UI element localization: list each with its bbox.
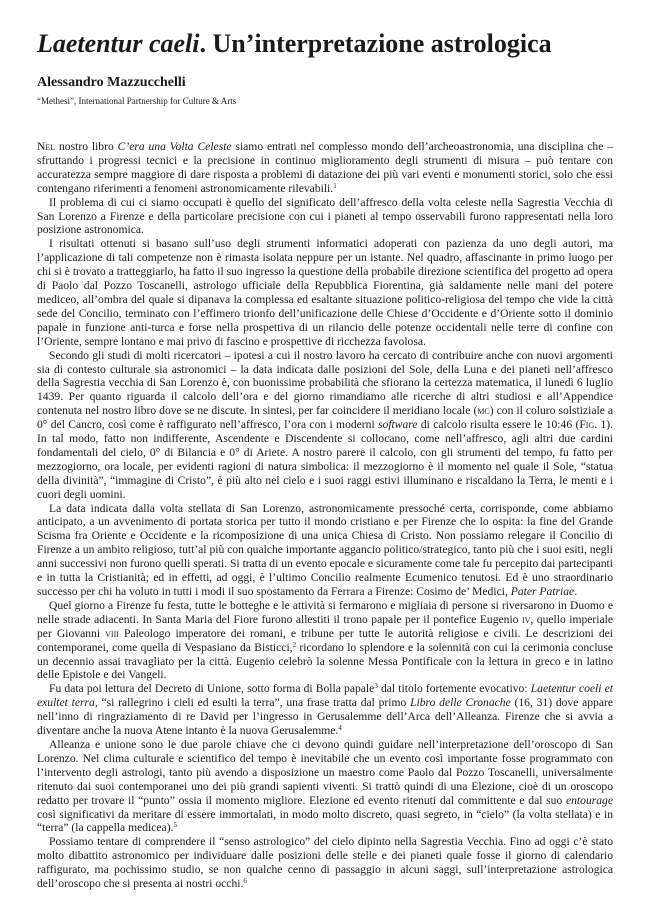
text-run: Secondo gli studi di molti ricercatori – ipotesi a cui il nostro lavoro ha cercato di contribuire anche con nuovi argomenti sia di contesto culturale sia astronomici – la data indicata dalle posizioni del Sole, della Luna e dei pianeti nell’affresco della Sagrestia vecchia di San Lorenzo è, con buonissime probabilità che sfiorano la certezza matematica, il lunedì 6 luglio 1439. Per quanto riguarda il calcolo dell’ora e del giorno rimandiamo alle ricerche di altri studiosi e all’Appendice contenuta nel nostro libro dove se ne discute. In sintesi, per far coincidere il meridiano locale ( xyxy=(37,348,613,418)
paragraph-4 xyxy=(37,349,613,502)
text-run: , “si rallegrino i cieli ed esulti la terra”, una frase tratta dal primo xyxy=(94,696,411,710)
footnote-ref-5[interactable]: 5 xyxy=(173,821,177,830)
roman-numeral-viii: viii xyxy=(105,626,119,640)
text-run: (16, 31) dove appare nell’inno di ringraziamento di re David per l’ingresso in Gerusalemme dell’Arca dell’Alleanza. Firenze che si avvia a diventare anche la nuova Atene intanto è la nuova Gerusalemme. xyxy=(37,696,613,738)
text-run: , quello imperiale per Giovanni xyxy=(37,612,614,640)
paragraph-3: I risultati ottenuti si basano sull’uso degli strumenti informatici adoperati con pazienza da uno degli autori, ma l’applicazione di tali competenze non è rimasta isolata neppure per un istante. Nel quadro, affascinante in primo luogo per chi si è trovato a tratteggiarlo, ha fatto il suo ingresso la questione della probabile direzione scientifica del progetto ad opera di Paolo dal Pozzo Toscanelli, astrologo ufficiale della Repubblica Fiorentina, già saldamente nelle mani del potere mediceo, all’ombra del quale si dipanava la complessa ed esaltante situazione politico-religiosa del tempo che vide la città sede del Concilio, terminato con l’effimero trionfo dell’unificazione delle Chiese d’Occidente e d’Oriente sotto il dominio papale in funzione anti-turca e forse nella prospettiva di un rilancio delle potenze occidentali nelle terre di confine con l’Oriente, sempre lontano e mai privo di fascino e prospettive di ricchezza favolosa. xyxy=(37,237,613,348)
author-name: Alessandro Mazzucchelli xyxy=(37,75,186,90)
term-pater-patriae: Pater Patriae xyxy=(510,585,575,598)
footnote-ref-6[interactable]: 6 xyxy=(243,877,247,886)
footnote-ref-3[interactable]: 3 xyxy=(374,682,378,691)
text-run: ) con il coluro solstiziale a 0° del Cancro, così come è raffigurato nell’affresco, l’ora con i moderni xyxy=(37,404,613,432)
paragraph-1 xyxy=(37,140,613,196)
book-title: C’era una Volta Celeste xyxy=(117,140,232,153)
figure-ref-1[interactable]: Fig. 1 xyxy=(579,418,607,432)
text-run: Fu data poi lettura del Decreto di Unione, sotto forma di Bolla papale xyxy=(49,682,375,696)
footnote-ref-1[interactable]: 1 xyxy=(333,181,337,190)
footnote-ref-2[interactable]: 2 xyxy=(292,640,297,649)
paragraph-7 xyxy=(37,682,613,738)
text-run: Possiamo tentare di comprendere il “senso astrologico” del cielo dipinto nella Sagrestia Vecchia. Fino ad oggi c’è stato molto dibattito astronomico per individuare dalle posizioni delle stelle e dei pianeti quale fosse il giorno di calendario raffigurato, ma pochissimo studio, se non qualche cenno di passaggio in alcuni saggi, sull’interpretazione astrologica dell’oroscopo che si presenta ai nostri occhi. xyxy=(37,835,613,891)
title-rest: . Un’interpretazione astrologica xyxy=(199,29,552,58)
abbr-mc: mc xyxy=(477,404,490,418)
term-entourage: entourage xyxy=(565,793,613,807)
footnote-ref-4[interactable]: 4 xyxy=(338,724,342,733)
text-run: Paleologo imperatore dei romani, e tribune per tutte le autorità religiose e civili. Le descrizioni dei contemporanei, come quella di Vespasiano da Bisticci, xyxy=(37,626,613,654)
text-run: La data indicata dalla volta stellata di San Lorenzo, astronomicamente pressoché certa, corrisponde, come abbiamo anticipato, a un avvenimento di portata storica per tutto il mondo cristiano e per Firenze che lo ospita: la fine del Grande Scisma fra Oriente e Occidente e la ricomposizione di una unica Chiesa di Cristo. Non possiamo relegare il Concilio di Firenze a un ambito religioso, tutt’al più con qualche importante aggancio politico/strategico, tanto più che i suoi esiti, negli anni successivi non furono quelli sperati. Si tratta di un evento epocale e sicuramente come tale fu percepito dai partecipanti e in tutta la Cristianità; ed in effetti, ad oggi, è l’ultimo Concilio realmente Ecumenico tenutosi. Ed è uno straordinario successo per chi ha voluto in tutti i modi il suo spostamento da Ferrara a Firenze: Cosimo de’ Medici, xyxy=(37,501,613,598)
text-run: di calcolo risulta essere le 10:46 ( xyxy=(417,418,580,432)
term-software: software xyxy=(378,418,418,432)
author-affiliation: “Methesi”, International Partnership for Culture & Arts xyxy=(37,96,237,106)
text-run: nostro libro xyxy=(55,140,118,153)
bull-title: Laetentur coeli et exultet terra xyxy=(37,682,614,710)
text-run: così significativi da meritare di essere immortalati, in modo molto discreto, quasi segreto, in “cielo” (la volta stellata) e in “terra” (la cappella medicea). xyxy=(37,807,613,835)
text-run: ). In tal modo, fatto non indifferente, Ascendente e Discendente si collocano, come nell’affresco, agli altri due cardini fondamentali del cielo, 0° di Bilancia e 0° di Ariete. A nostro parere il calcolo, con gli strumenti del tempo, fu fatto per mezzogiorno, ora locale, per evidenti ragioni di natura simbolica: il mezzogiorno è il momento nel quale il Sole, “statua della divinità”, “immagine di Cristo”, è più alto nel cielo e i suoi raggi estivi illuminano e riscaldano la Terra, le menti e i cuori degli uomini. xyxy=(37,418,614,501)
text-run: siamo entrati nel complesso mondo dell’archeoastronomia, una disciplina che – sfruttando i progressi tecnici e la precisione in continuo miglioramento degli strumenti di misura – può tentare con accuratezza sempre maggiore di dare risposta a problemi di datazione dei più vari eventi e monumenti storici, solo che essi contengano riferimenti a fenomeni astronomicamente rilevabili. xyxy=(37,140,613,195)
text-run: ricordano lo splendore e la solennità con cui la cerimonia concluse un decennio assai travagliato per la città. Eugenio celebrò la solenne Messa Pontificale con la lettura in greco e in latino delle Epistole e dei Vangeli. xyxy=(37,640,613,682)
article-body xyxy=(37,140,613,891)
paragraph-8 xyxy=(37,738,613,835)
text-run: . xyxy=(574,585,578,598)
text-run: dal titolo fortemente evocativo: xyxy=(377,682,531,696)
book-chronicles: Libro delle Cronache xyxy=(410,696,511,710)
lead-word: Nel xyxy=(37,140,56,153)
paragraph-6 xyxy=(37,599,613,682)
paragraph-9 xyxy=(37,835,613,891)
article-page xyxy=(37,28,613,891)
text-run: Alleanza e unione sono le due parole chiave che ci devono quindi guidare nell’interpretazione dell’oroscopo di San Lorenzo. Nel clima culturale e scientifico del tempo è inevitabile che un evento così importante fosse programmato con l’intervento degli astrologi, tanto più avendo a disposizione un maestro come Paolo dal Pozzo Toscanelli, universalmente ritenuto dai suoi contemporanei uno dei più grandi sapienti viventi. Si trattò quindi di una Elezione, cioè di un oroscopo redatto per trovare il “punto” ossia il momento migliore. Elezione ed evento ritenuti dal committente e dal suo xyxy=(37,737,613,807)
article-title xyxy=(37,28,613,60)
paragraph-2: Il problema di cui ci siamo occupati è quello del significato dell’affresco della volta celeste nella Sagrestia Vecchia di San Lorenzo a Firenze e della particolare precisione con cui i pianeti al tempo osservabili furono rappresentati nella loro posizione astronomica. xyxy=(37,195,613,237)
title-latin: Laetentur caeli xyxy=(37,29,200,58)
text-run: Quel giorno a Firenze fu festa, tutte le botteghe e le attività si fermarono e migliaia di persone si riversarono in Duomo e nelle strade adiacenti. In Santa Maria del Fiore furono allestiti il trono papale per il pontefice Eugenio xyxy=(37,598,613,626)
paragraph-5 xyxy=(37,502,613,599)
roman-numeral-iv: iv xyxy=(521,612,531,626)
